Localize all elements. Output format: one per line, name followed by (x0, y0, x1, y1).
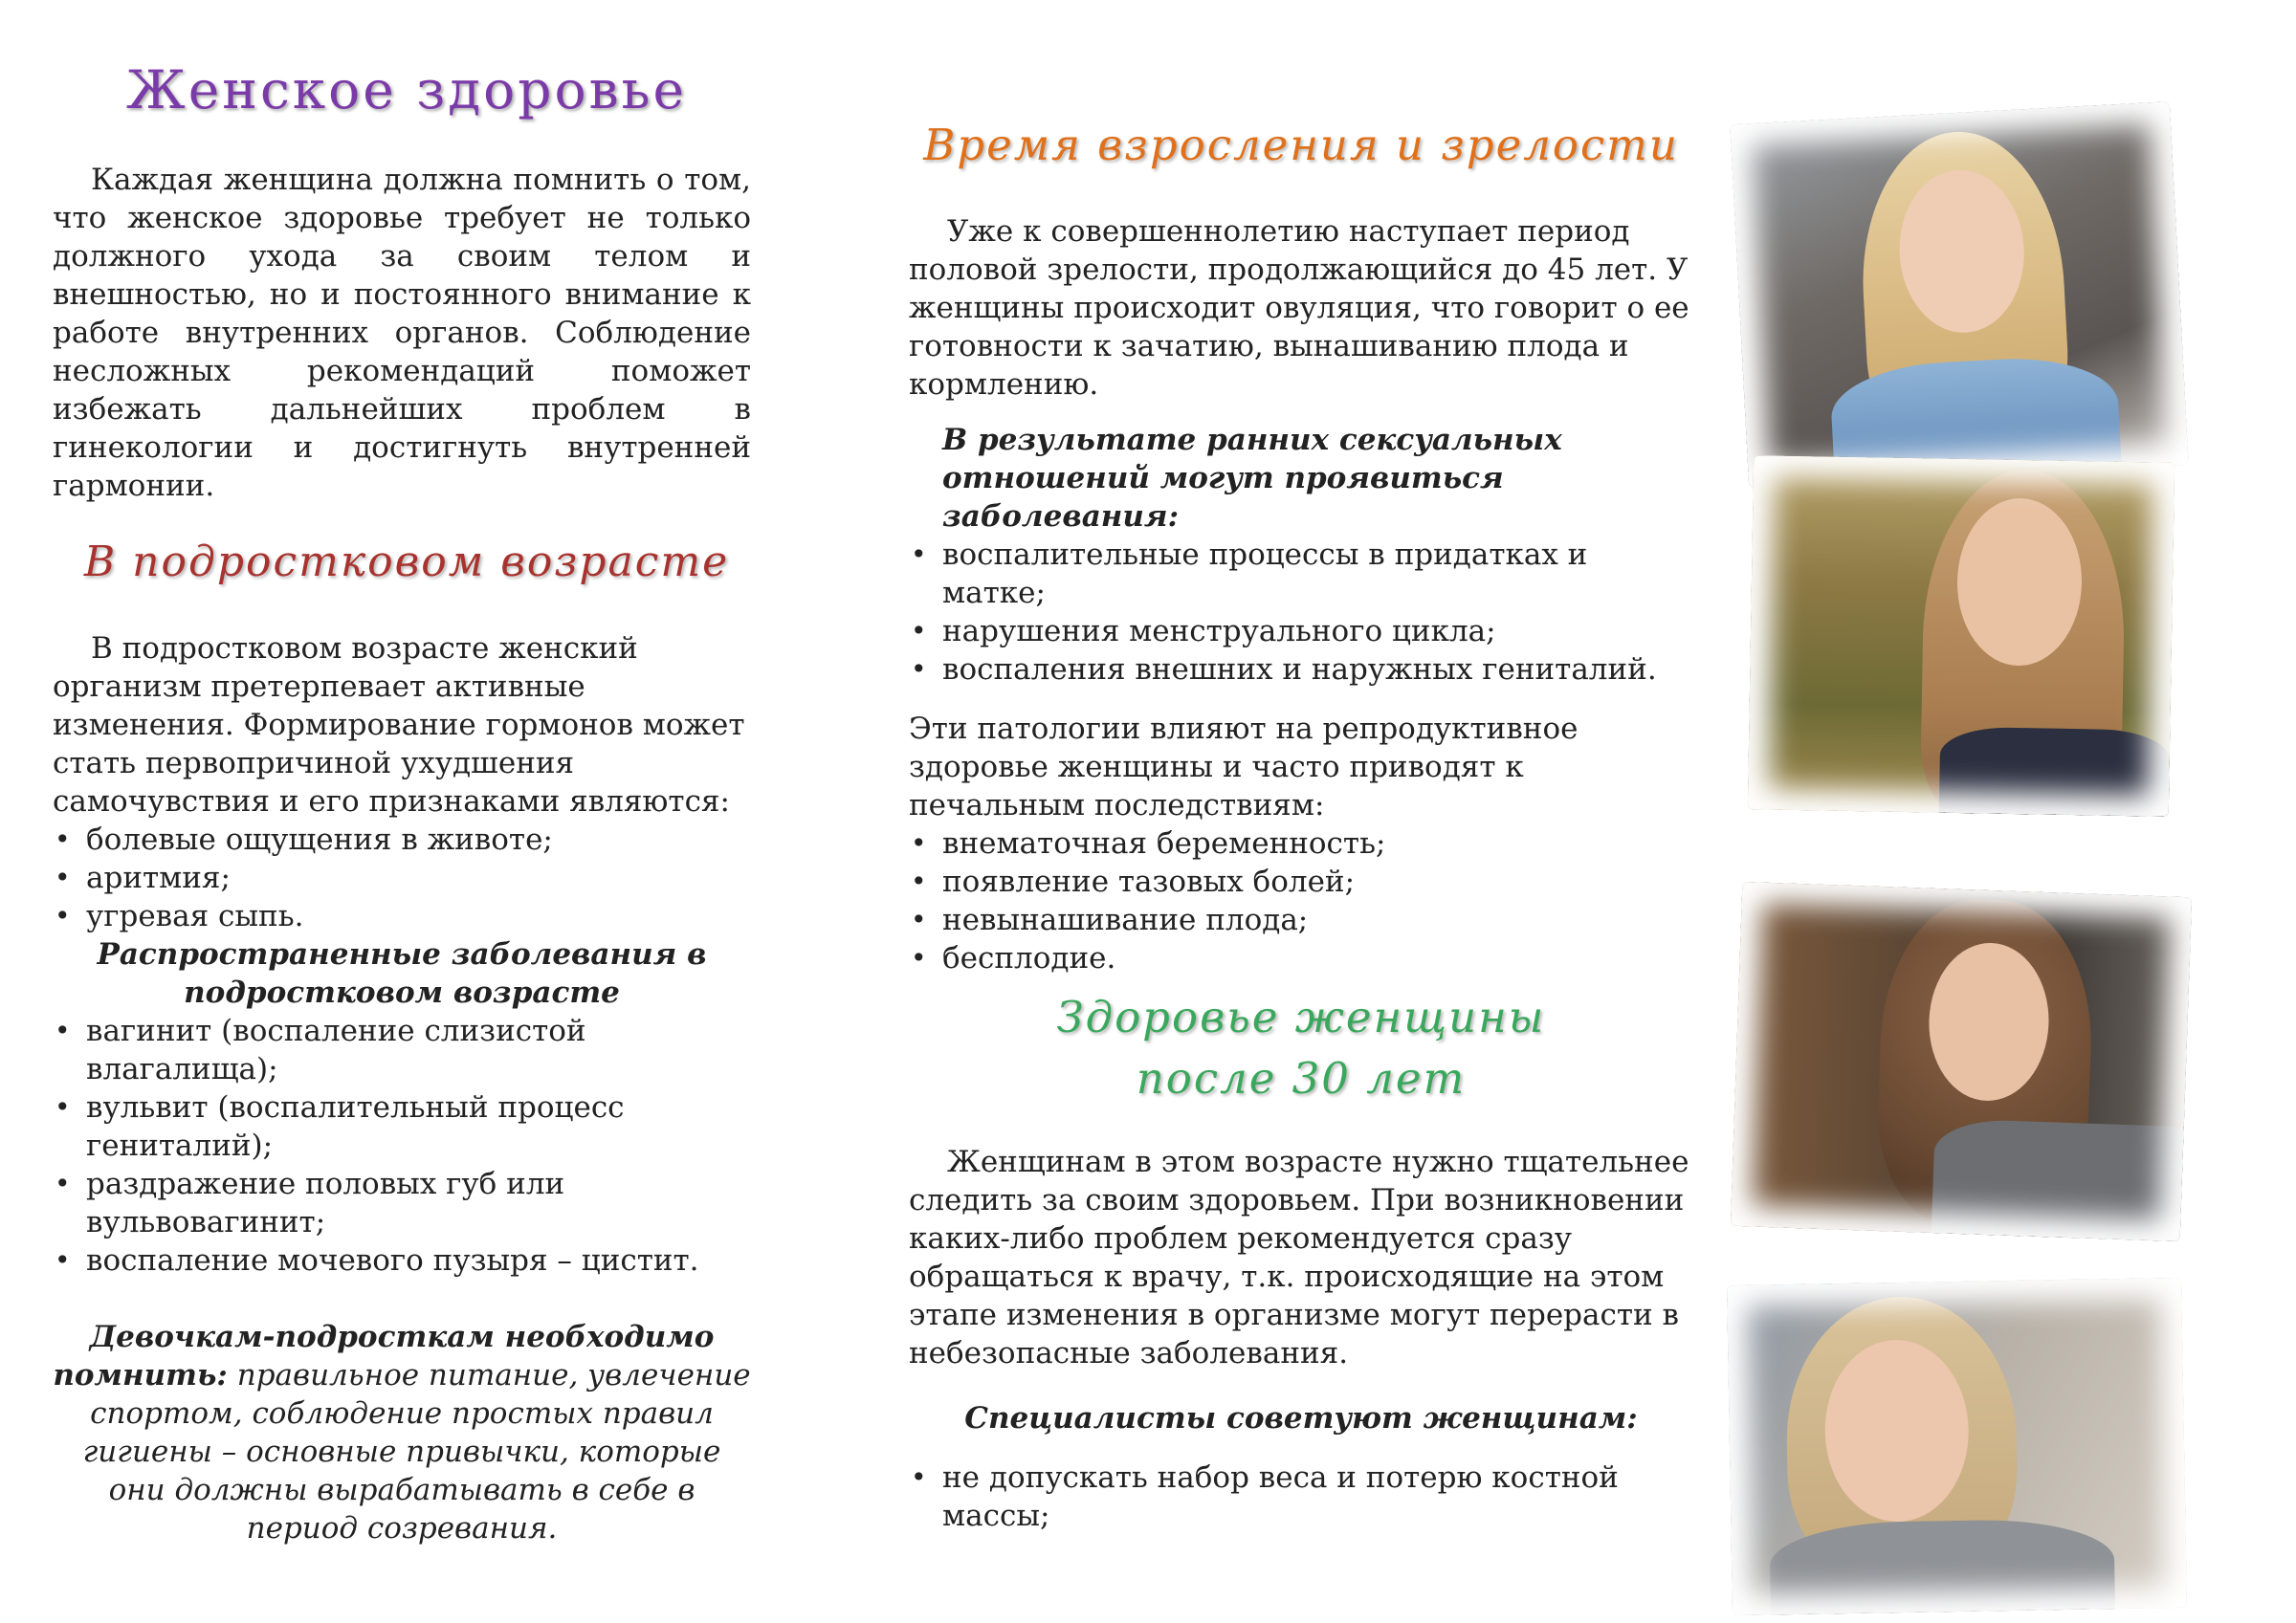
list-item: • внематочная беременность; (942, 824, 1693, 863)
list-item: • появление тазовых болей; (942, 863, 1693, 901)
after30-section (909, 1143, 1693, 1535)
teen-heading: В подростковом возрасте (83, 537, 730, 586)
after30-heading-line2: после 30 лет (1136, 1053, 1467, 1104)
list-item: • воспаления внешних и наружных гениталий. (942, 650, 1693, 689)
list-item: • аритмия; (86, 859, 751, 897)
list-item: • болевые ощущения в животе; (86, 821, 751, 859)
specialists-list (909, 1459, 1693, 1535)
teen-paragraph: В подростковом возрасте женский организм претерпевает активные изменения. Формирование гормонов может стать первопричиной ухудшения самочувствия и его признаками являются: (53, 631, 745, 819)
maturity-heading: Время взросления и зрелости (923, 120, 1679, 170)
diseases-heading-line2: подростковом возрасте (184, 976, 620, 1010)
specialists-heading: Специалисты советуют женщинам: (964, 1401, 1638, 1436)
consequences-list (909, 824, 1693, 977)
maturity-paragraph: Уже к совершеннолетию наступает период половой зрелости, продолжающийся до 45 лет. У женщины происходит овуляция, что говорит о ее готовности к зачатию, вынашиванию плода и кормлению. (909, 214, 1689, 402)
photo-young-woman-field (1748, 455, 2175, 817)
list-item: • раздражение половых губ или вульвовагинит; (86, 1165, 751, 1241)
early-heading: В результате ранних сексуальных отношений могут проявиться заболевания: (942, 423, 1562, 534)
list-item: • воспалительные процессы в придатках и матке; (942, 536, 1693, 612)
maturity-section (909, 212, 1693, 977)
pathology-paragraph: Эти патологии влияют на репродуктивное здоровье женщины и часто приводят к печальным последствиям: (909, 712, 1578, 822)
photo-teen-girl (1730, 101, 2188, 488)
list-item: • вульвит (воспалительный процесс гениталий); (86, 1088, 751, 1165)
after30-heading-line1: Здоровье женщины (1056, 992, 1546, 1042)
after30-heading (909, 987, 1693, 1109)
early-diseases-list (909, 536, 1693, 689)
teen-diseases-list (53, 1012, 751, 1280)
list-item: • бесплодие. (942, 939, 1693, 977)
list-item: • вагинит (воспаление слизистой влагалища); (86, 1012, 751, 1088)
photo-column (1722, 0, 2296, 1623)
list-item: • невынашивание плода; (942, 901, 1693, 939)
photo-woman-30 (1731, 882, 2192, 1241)
diseases-heading-line1: Распространенные заболевания в (97, 937, 707, 972)
after30-paragraph: Женщинам в этом возрасте нужно тщательнее следить за своим здоровьем. При возникновении каких-либо проблем рекомендуется сразу обращаться к врачу, т.к. происходящие на этом этапе изменения в организме могут перерасти в небезопасные заболевания. (909, 1145, 1689, 1371)
intro-paragraph: Каждая женщина должна помнить о том, что женское здоровье требует не только должного ухода за своим телом и внешностью, но и постоянного внимание к работе внутренних органов. Соблюдение несложных рекомендаций поможет избежать дальнейших проблем в гинекологии и достигнуть внутренней гармонии. (53, 163, 751, 503)
list-item: • воспаление мочевого пузыря – цистит. (86, 1241, 751, 1280)
photo-mature-woman (1727, 1278, 2187, 1615)
list-item: • угревая сыпь. (86, 897, 751, 935)
page-title: Женское здоровье (125, 59, 688, 121)
girls-advice-italic: правильное питание, увлечение спортом, соблюдение простых правил гигиены – основные привычки, которые они должны вырабатывать в себе в период созревания. (82, 1358, 751, 1546)
girls-advice (53, 1318, 751, 1547)
girls-advice-bold: Девочкам-подросткам необходимо помнить: (53, 1320, 715, 1393)
teen-symptoms-list (53, 821, 751, 935)
list-item: • не допускать набор веса и потерю костной массы; (942, 1459, 1693, 1535)
teen-section (53, 629, 751, 1547)
list-item: • нарушения менструального цикла; (942, 612, 1693, 650)
